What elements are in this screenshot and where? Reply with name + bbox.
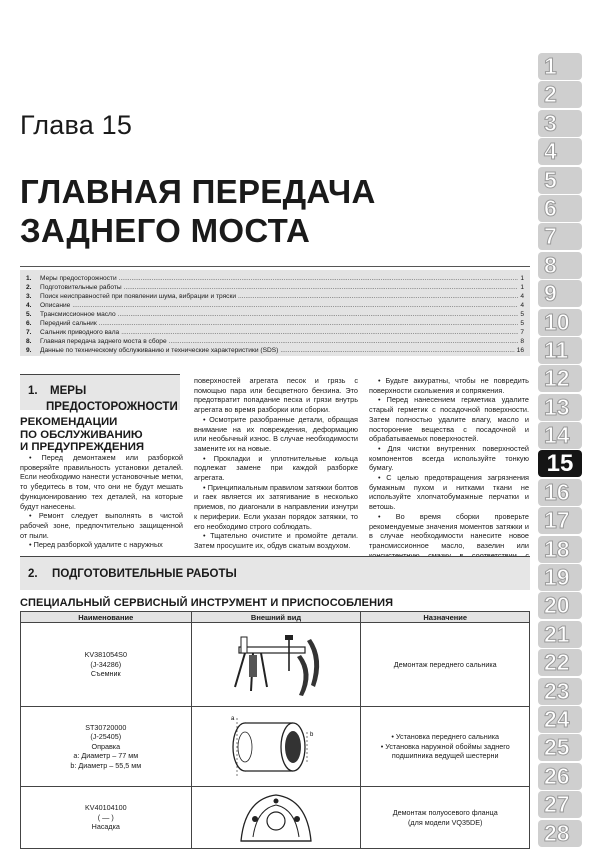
chapter-tab-16[interactable]: 16 [538,479,582,506]
toc-row[interactable] [26,292,524,301]
tool-purpose: Демонтаж переднего сальника [393,659,497,669]
special-tools-table [20,611,530,849]
toc-leader [99,319,519,328]
chapter-tab-9[interactable]: 9 [538,280,582,307]
chapter-tab-8[interactable]: 8 [538,252,582,279]
toc-title: Описание [40,302,71,309]
chapter-tab-4[interactable]: 4 [538,138,582,165]
toc-row[interactable] [26,319,524,328]
toc-number: 6. [26,320,32,327]
toc-title: Подготовительные работы [40,284,122,291]
table-row [21,787,530,849]
tool-purpose-cell [361,707,530,787]
paragraph: • Перед демонтажем или разборкой проверяйте правильность установки деталей. Если необходимо нанести установочные метки, то убедитесь в том, что они не будут мешать функционированию тех деталей, на которые будут нанесены. [20,453,183,511]
toc-title: Меры предосторожности [40,275,117,282]
toc-row[interactable] [26,283,524,292]
table-row [21,623,530,707]
column-header-purpose: Назначение [361,612,530,623]
paragraph: • Прокладки и уплотнительные кольца подлежат замене при каждой разборке агрегата. [194,453,358,483]
table-of-contents [20,270,530,356]
tool-alt-code: ( — ) [97,812,114,822]
recommendations-heading [20,416,185,454]
table-header-row [21,612,530,623]
tool-code: ST30720000 [85,722,127,732]
text-column-1 [20,453,183,550]
chapter-tab-28[interactable]: 28 [538,820,582,847]
toc-number: 4. [26,302,32,309]
toc-page: 5 [520,311,524,318]
toc-title: Трансмиссионное масло [40,311,116,318]
toc-leader [124,283,519,292]
paragraph: • С целью предотвращения загрязнения бумажным пухом и нитками ткани не используйте хлопчатобумажные перчатки и ветошь. [369,473,529,512]
section-2-title: ПОДГОТОВИТЕЛЬНЫЕ РАБОТЫ [52,568,237,580]
toc-row[interactable] [26,310,524,319]
tool-purpose: • Установка переднего сальника [391,732,500,742]
chapter-tab-15[interactable]: 15 [538,450,582,477]
toc-page: 1 [520,284,524,291]
chapter-tab-26[interactable]: 26 [538,763,582,790]
paragraph: • Тщательно очистите и промойте детали. Затем просушите их, обдув сжатым воздухом. [194,531,358,550]
toc-row[interactable] [26,337,524,346]
toc-number: 2. [26,284,32,291]
toc-row[interactable] [26,301,524,310]
tool-image-cell [191,787,361,849]
toc-leader [121,328,518,337]
section-2-number: 2. [28,568,38,580]
toc-title: Главная передача заднего моста в сборе [40,338,167,345]
chapter-tab-index [538,53,582,848]
paragraph: • Перед нанесением герметика удалите старый герметик с посадочной поверхности. Затем полностью удалите влагу, масло и посторонние вещества с посадочной и обрабатываемых поверхностей. [369,395,529,444]
toc-title: Данные по техническому обслуживанию и технические характеристики (SDS) [40,347,279,354]
chapter-tab-13[interactable]: 13 [538,394,582,421]
chapter-tab-23[interactable]: 23 [538,678,582,705]
toc-number: 3. [26,293,32,300]
chapter-tab-25[interactable]: 25 [538,734,582,761]
toc-number: 8. [26,338,32,345]
tool-name-cell [21,623,192,707]
paragraph: • Осмотрите разобранные детали, обращая внимание на их повреждения, деформацию или необычный износ. В случае необходимости замените их на новые. [194,414,358,453]
toc-page: 8 [520,338,524,345]
tool-name: Насадка [91,822,120,832]
paragraph: • Перед разборкой удалите с наружных [29,540,163,550]
chapter-tab-21[interactable]: 21 [538,621,582,648]
tool-alt-code: (J-25405) [90,732,122,742]
tool-purpose-cell [361,787,530,849]
toc-leader [169,337,519,346]
chapter-tab-3[interactable]: 3 [538,110,582,137]
chapter-tab-10[interactable]: 10 [538,309,582,336]
column-header-name: Наименование [21,612,192,623]
tool-alt-code: (J-34286) [90,659,122,669]
toc-leader [72,301,518,310]
toc-row[interactable] [26,274,524,283]
toc-page: 4 [520,302,524,309]
tools-subheading: СПЕЦИАЛЬНЫЙ СЕРВИСНЫЙ ИНСТРУМЕНТ И ПРИСПОСОБЛЕНИЯ [20,597,394,609]
tool-name-cell [21,707,192,787]
drift-illustration [211,712,341,782]
chapter-tab-20[interactable]: 20 [538,592,582,619]
toc-title: Сальник приводного вала [40,329,120,336]
chapter-tab-12[interactable]: 12 [538,365,582,392]
chapter-title [20,172,376,250]
recommendations-heading-line1: РЕКОМЕНДАЦИИ [20,416,118,428]
tool-name: Оправка [91,741,121,751]
table-row [21,707,530,787]
chapter-tab-5[interactable]: 5 [538,167,582,194]
svg-text:a: a [231,715,235,722]
toc-page: 5 [520,320,524,327]
chapter-tab-19[interactable]: 19 [538,564,582,591]
toc-number: 9. [26,347,32,354]
attachment-illustration [231,789,321,847]
tool-dimension-a: a: Диаметр – 77 мм [73,751,139,761]
text-column-3 [369,376,529,570]
toc-page: 4 [520,293,524,300]
tool-dimension-b: b: Диаметр – 55,5 мм [70,760,142,770]
tool-purpose: (для модели VQ35DE) [408,817,483,827]
chapter-label: Глава 15 [20,110,133,140]
toc-title: Поиск неисправностей при появлении шума, вибрации и тряски [40,293,237,300]
toc-number: 1. [26,275,32,282]
toc-row[interactable] [26,346,524,355]
chapter-tab-6[interactable]: 6 [538,195,582,222]
tool-image-cell [191,623,361,707]
chapter-tab-14[interactable]: 14 [538,422,582,449]
chapter-tab-11[interactable]: 11 [538,337,582,364]
chapter-tab-2[interactable]: 2 [538,81,582,108]
section-1-title-line2: ПРЕДОСТОРОЖНОСТИ [46,401,178,413]
paragraph: • Для чистки внутренних поверхностей компонентов всегда используйте тонкую бумагу. [369,443,529,473]
puller-illustration [221,629,331,701]
toc-page: 7 [520,329,524,336]
tool-purpose-cell [361,623,530,707]
chapter-tab-1[interactable]: 1 [538,53,582,80]
chapter-title-line2: ЗАДНЕГО МОСТА [20,212,311,249]
section-1-heading [20,374,180,413]
tool-purpose: Демонтаж полуосевого фланца [392,808,498,817]
toc-leader [238,292,518,301]
chapter-tab-27[interactable]: 27 [538,791,582,818]
svg-text:b: b [310,731,314,738]
tool-name-cell [21,787,192,849]
recommendations-heading-line3: И ПРЕДУПРЕЖДЕНИЯ [20,441,145,453]
chapter-tab-7[interactable]: 7 [538,223,582,250]
toc-number: 7. [26,329,32,336]
paragraph: • Во время сборки проверьте рекомендуемые значения моментов затяжки и в случае необходимости нанесите новое трансмиссионное масло, вазелин или [369,511,529,550]
text-column-2 [194,376,358,551]
toc-leader [119,274,519,283]
paragraph: • Ремонт следует выполнять в чистой рабочей зоне, предпочтительно защищенной от пыли. [20,511,183,540]
tool-code: KV381054S0 [84,650,127,660]
chapter-tab-22[interactable]: 22 [538,649,582,676]
column-header-appearance: Внешний вид [191,612,361,623]
toc-page: 1 [520,275,524,282]
tool-image-cell [191,707,361,787]
toc-page: 16 [516,347,524,354]
divider [20,266,530,267]
paragraph: • Принципиальным правилом затяжки болтов и гаек является их затягивание в несколько приемов, по диагонали в направлении изнутри к периферии. Если указан порядок затяжки, то его необходимо строго соблюдать. [194,482,358,531]
toc-leader [280,346,514,355]
toc-row[interactable] [26,328,524,337]
chapter-tab-24[interactable]: 24 [538,706,582,733]
chapter-tab-18[interactable]: 18 [538,536,582,563]
paragraph: • Будьте аккуратны, чтобы не повредить поверхности скольжения и сопряжения. [369,376,529,395]
toc-number: 5. [26,311,32,318]
toc-title: Передний сальник [40,320,97,327]
section-1-title-line1: МЕРЫ [50,385,87,397]
paragraph-continued: поверхностей агрегата песок и грязь с помощью пара или бесцветного бензина. Это предотвратит попадание песка и грязи внутрь агрегата во время разборки или сборки. [194,376,358,415]
toc-leader [118,310,519,319]
chapter-tab-17[interactable]: 17 [538,507,582,534]
recommendations-heading-line2: ПО ОБСЛУЖИВАНИЮ [20,428,143,441]
section-2-heading [20,556,530,590]
chapter-title-line1: ГЛАВНАЯ ПЕРЕДАЧА [20,173,376,210]
tool-name: Съемник [90,669,121,679]
tool-purpose: • Установка наружной обоймы заднего подшипника ведущей шестерни [380,741,510,761]
tool-code: KV40104100 [85,803,127,813]
section-1-number: 1. [28,385,38,397]
